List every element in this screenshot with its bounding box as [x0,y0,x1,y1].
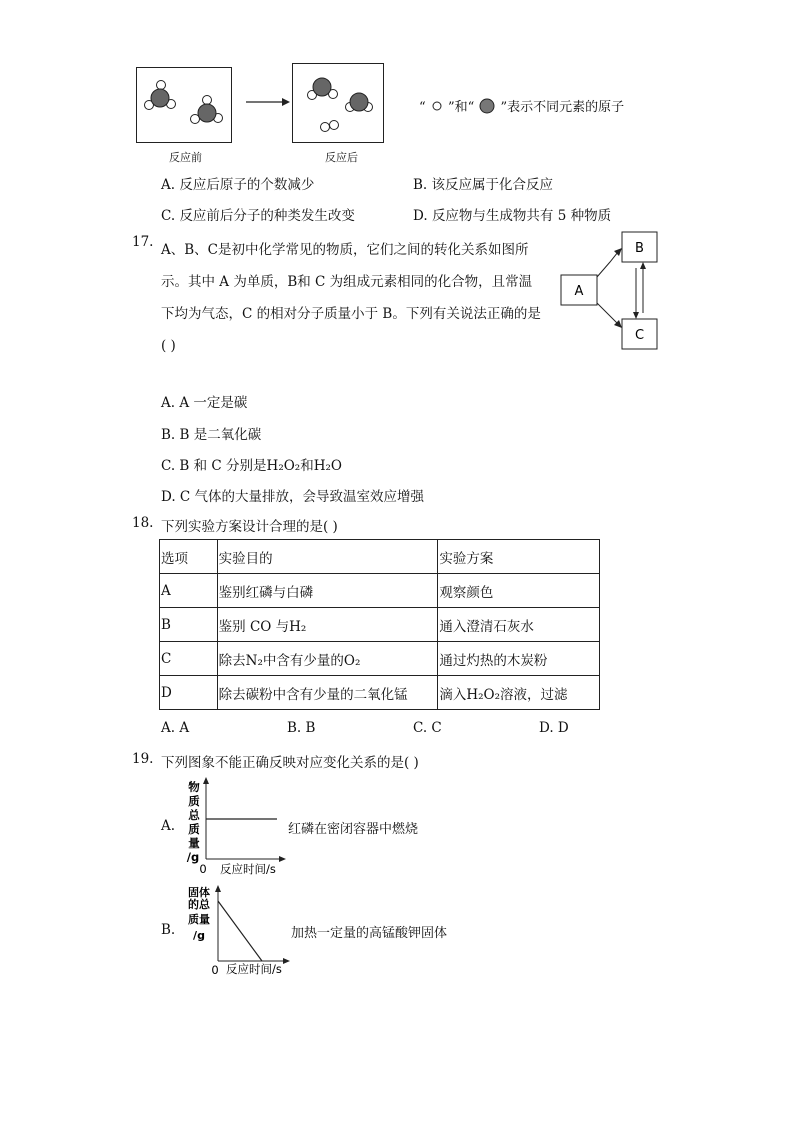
y-axis-arrow [203,777,209,784]
table-row [160,608,600,642]
graph-a-caption: 红磷在密闭容器中燃烧 [288,822,419,837]
q17-option-b[interactable]: B. B 是二氧化碳 [161,427,262,443]
y-axis-label-char: 质 [188,794,200,808]
q19-option-b-letter[interactable]: B. [161,922,176,938]
q16-option-b[interactable]: B. 该反应属于化合反应 [413,177,554,193]
y-axis-label-line: /g [193,929,205,942]
reaction-before-figure [136,67,232,143]
table-cell: 通入澄清石灰水 [438,608,600,642]
y-axis-label-char: 物 [188,780,200,794]
experiment-table [159,539,600,710]
x-axis-label: 反应时间/s [220,862,276,875]
table-row [160,642,600,676]
q19-stem: 下列图象不能正确反映对应变化关系的是( ) [161,755,419,771]
small-atom [321,123,330,132]
q19-number: 19. [132,751,154,767]
q17-stem-line: ( ) [161,338,176,354]
table-cell: 观察颜色 [438,574,600,608]
node-b: B [635,241,644,256]
label-before-reaction: 反应前 [169,151,202,164]
q18-option-b[interactable]: B. B [287,720,316,736]
table-cell: B [160,608,218,642]
table-cell: D [160,676,218,710]
node-a: A [574,284,584,299]
reaction-arrow [246,96,290,108]
y-axis-label-line: 固体 [188,886,210,899]
legend-quote-open: “ [419,100,426,115]
large-atom-icon [478,98,496,114]
table-header-row [160,540,600,574]
y-axis-label-char: 量 [188,836,200,850]
node-c: C [634,328,645,343]
q16-option-a[interactable]: A. 反应后原子的个数减少 [161,177,315,193]
graph-b [184,884,294,978]
q17-stem-line: 下均为气态，C 的相对分子质量小于 B。下列有关说法正确的是 [161,306,541,322]
conversion-diagram [560,230,660,352]
table-cell: 滴入H₂O₂溶液，过滤 [438,676,600,710]
large-atom [198,104,216,122]
table-header: 选项 [160,540,218,574]
x-axis-arrow [279,856,286,862]
table-cell: A [160,574,218,608]
table-cell: 通过灼热的木炭粉 [438,642,600,676]
x-axis-label: 反应时间/s [226,962,282,976]
table-row [160,574,600,608]
q16-option-c[interactable]: C. 反应前后分子的种类发生改变 [161,208,355,224]
origin-label: 0 [211,963,219,977]
q17-stem-line: A、B、C是初中化学常见的物质，它们之间的转化关系如图所 [161,242,529,258]
atom-legend [419,96,624,115]
origin-label: 0 [199,862,207,875]
table-header: 实验目的 [217,540,438,574]
q17-stem [161,234,541,362]
table-cell: 除去N₂中含有少量的O₂ [217,642,438,676]
small-atom [203,96,212,105]
y-axis-label-char: 质 [188,822,200,836]
table-row [160,676,600,710]
small-atom-icon [430,100,444,112]
table-header: 实验方案 [438,540,600,574]
q17-option-a[interactable]: A. A 一定是碳 [161,395,248,411]
small-atom [157,81,166,90]
reaction-after-figure [292,63,384,143]
table-cell: 鉴别红磷与白磷 [217,574,438,608]
y-axis-label-line: 的总 [188,898,210,911]
graph-a [182,777,288,875]
graph-b-caption: 加热一定量的高锰酸钾固体 [291,926,448,941]
x-axis-arrow [283,958,290,964]
q18-option-d[interactable]: D. D [539,720,569,736]
table-cell: 除去碳粉中含有少量的二氧化锰 [217,676,438,710]
y-axis-label-char: 总 [188,808,200,822]
q17-option-d[interactable]: D. C 气体的大量排放，会导致温室效应增强 [161,489,425,505]
label-after-reaction: 反应后 [325,151,358,164]
legend-and: ”和“ [447,100,475,115]
q17-number: 17. [132,234,154,250]
q18-number: 18. [132,515,154,531]
table-cell: C [160,642,218,676]
q19-option-a-letter[interactable]: A. [161,818,176,834]
q17-stem-line: 示。其中 A 为单质，B和 C 为组成元素相同的化合物，且常温 [161,274,533,290]
data-line [218,901,262,961]
large-atom [151,89,169,107]
table-cell: 鉴别 CO 与H₂ [217,608,438,642]
small-atom [330,121,339,130]
large-atom [313,78,331,96]
q17-option-c[interactable]: C. B 和 C 分别是H₂O₂和H₂O [161,458,342,474]
q16-option-d[interactable]: D. 反应物与生成物共有 5 种物质 [413,208,612,224]
y-axis-label-line: 质量 [188,913,210,926]
large-atom [350,93,368,111]
y-axis-label-char: /g [186,850,200,864]
q18-stem: 下列实验方案设计合理的是( ) [161,519,338,535]
legend-description: ”表示不同元素的原子 [500,100,625,115]
q18-option-c[interactable]: C. C [413,720,442,736]
q18-option-a[interactable]: A. A [161,720,190,736]
y-axis-arrow [215,885,221,892]
